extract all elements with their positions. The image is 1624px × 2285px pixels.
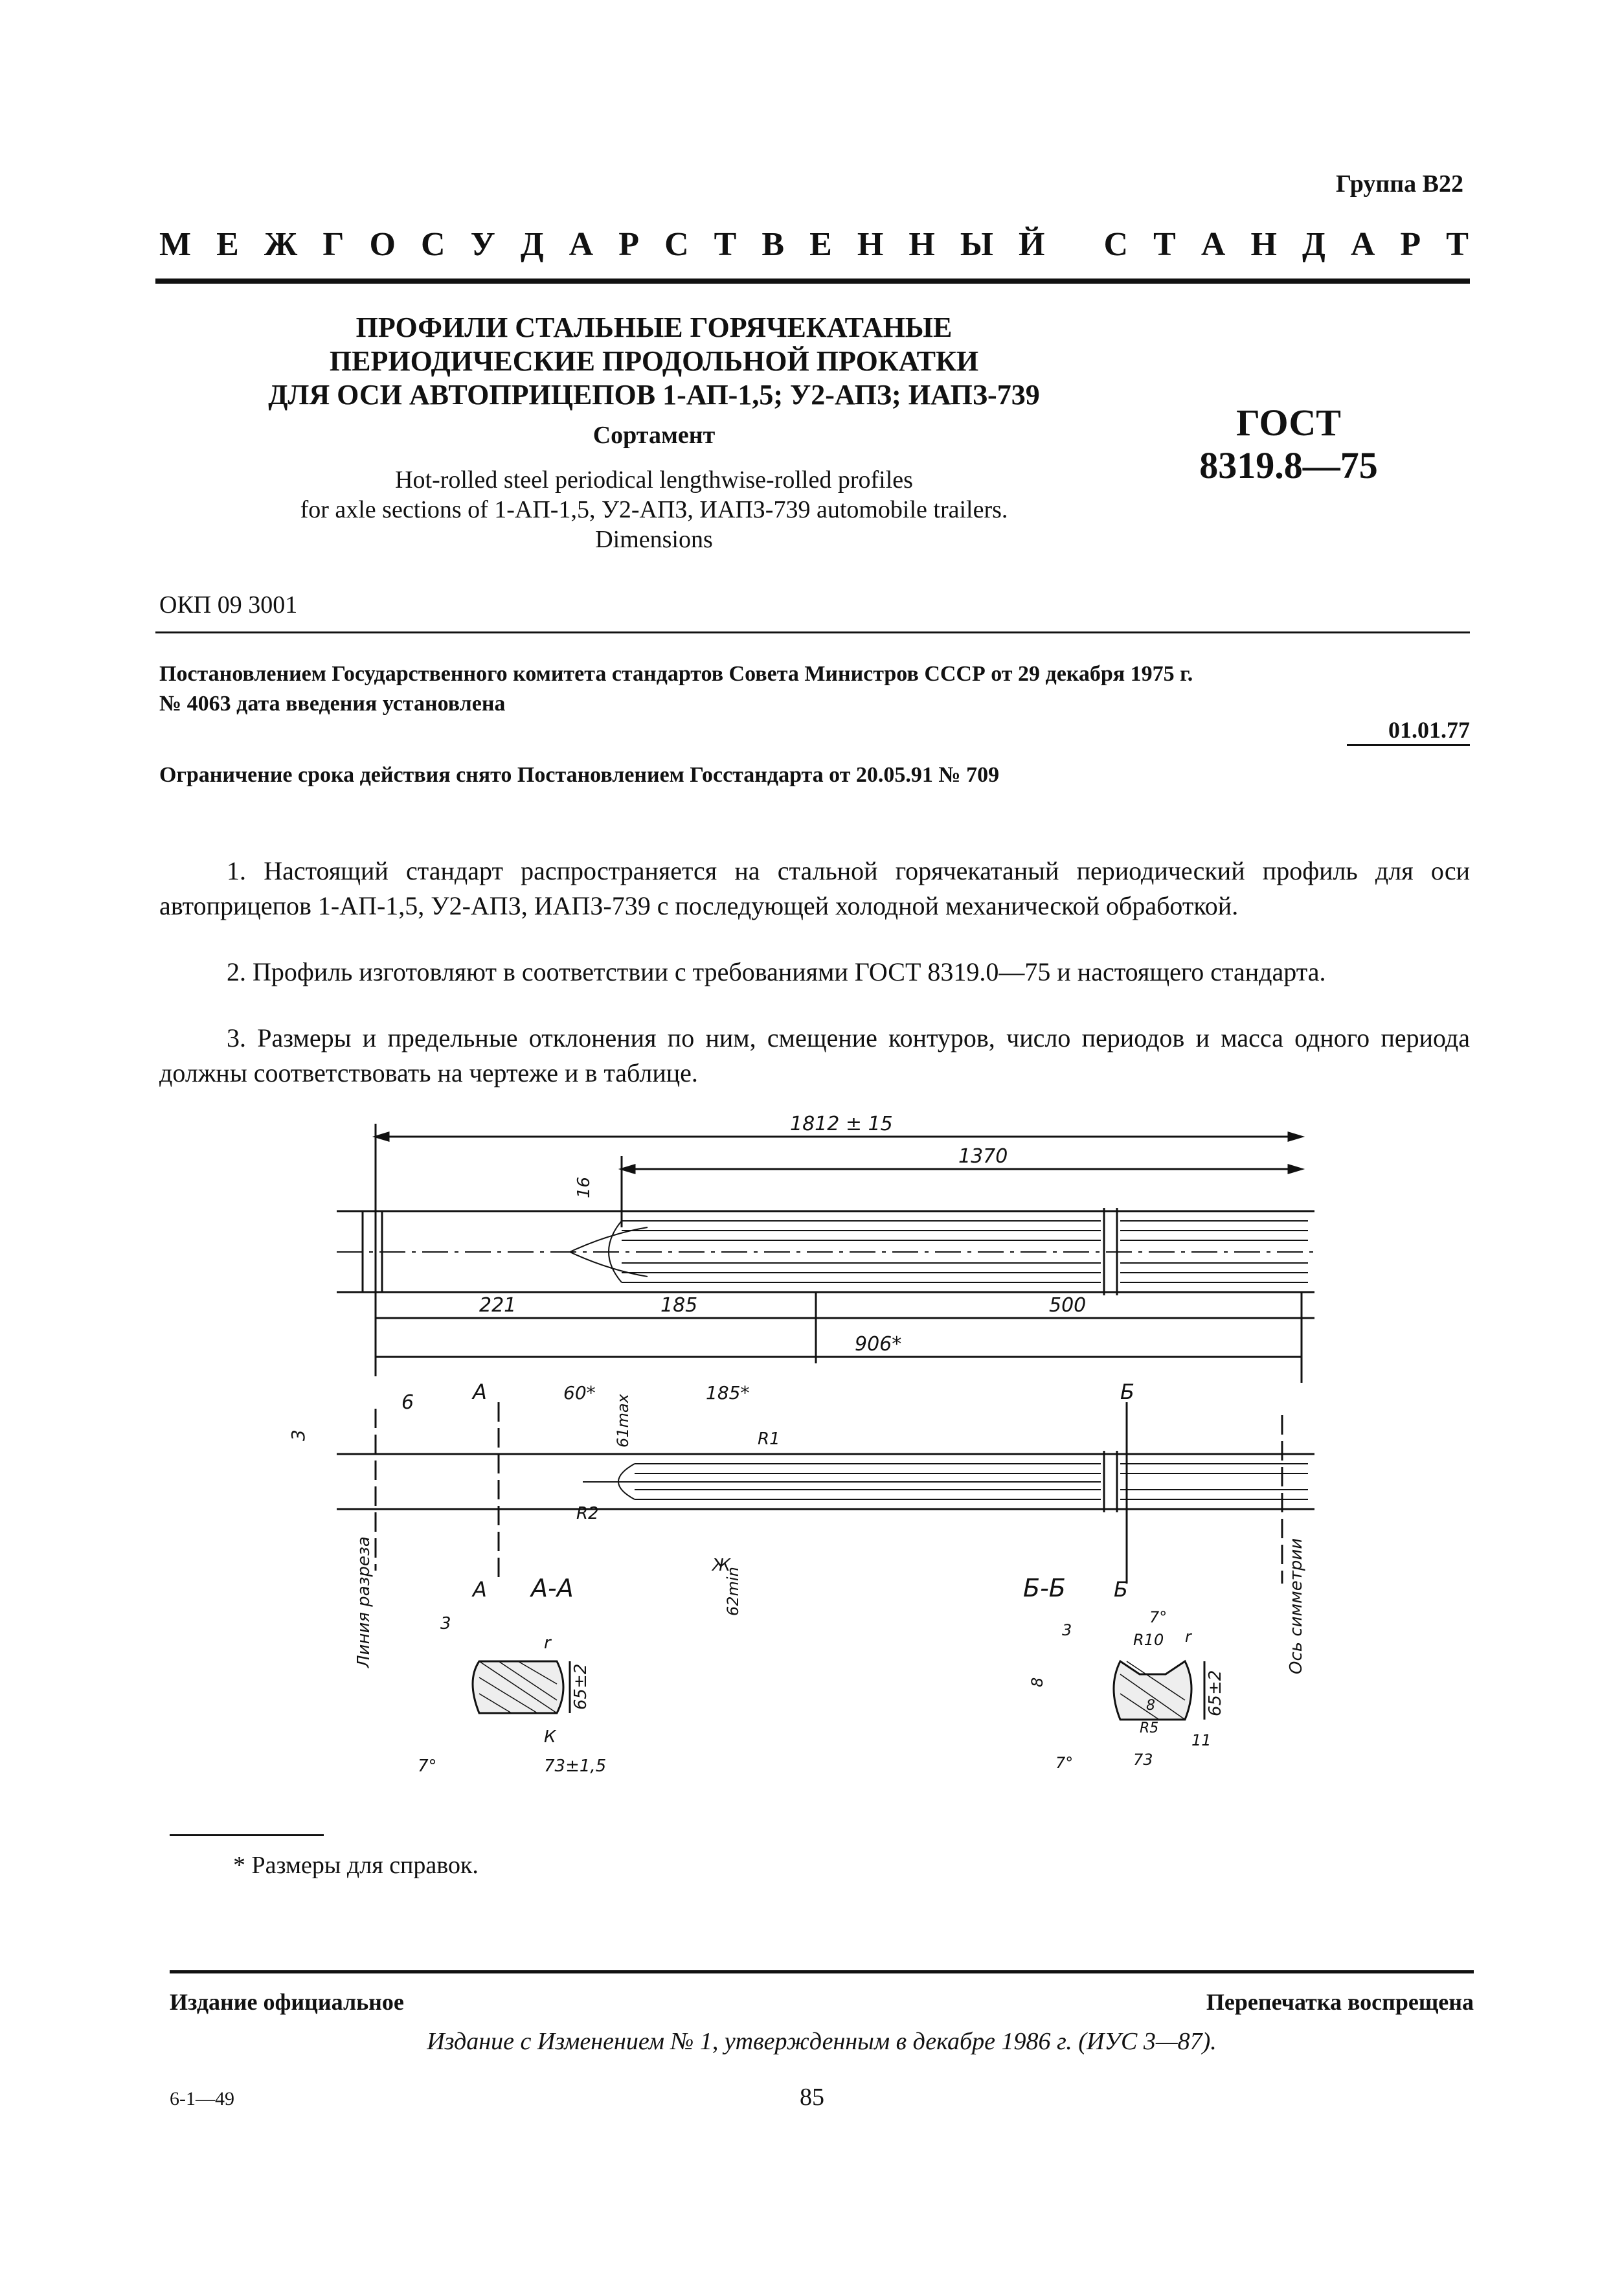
dim-8-inner: 8	[1146, 1698, 1155, 1714]
interstate-standard-heading	[159, 225, 1469, 264]
dim-7deg-aa: 7°	[418, 1756, 437, 1776]
interstate-letter: Е	[809, 226, 832, 263]
title-line-1: ПРОФИЛИ СТАЛЬНЫЕ ГОРЯЧЕКАТАНЫЕ	[355, 312, 953, 343]
label-b-top: Б	[1120, 1380, 1134, 1404]
axis-label: Ось симметрии	[1287, 1538, 1306, 1674]
interstate-letter: А	[1350, 226, 1375, 263]
dim-185: 185	[660, 1294, 698, 1317]
interstate-letter: А	[569, 226, 594, 263]
english-title-line-3: Dimensions	[595, 526, 713, 553]
dim-6: 6	[401, 1391, 414, 1414]
label-a-top: А	[473, 1380, 487, 1404]
interstate-letter: Г	[322, 226, 344, 263]
gost-label: ГОСТ	[1236, 402, 1341, 444]
decree-text	[159, 659, 1474, 719]
interstate-letter: Д	[1302, 226, 1325, 263]
label-r1: R1	[758, 1429, 780, 1449]
interstate-letter: Н	[908, 226, 935, 263]
dim-r10: R10	[1133, 1631, 1164, 1649]
dim-62min: 62min	[724, 1567, 742, 1616]
interstate-letter: Р	[618, 226, 640, 263]
english-title-line-1: Hot-rolled steel periodical lengthwise-rolled profiles	[395, 466, 913, 494]
title-line-2: ПЕРИОДИЧЕСКИЕ ПРОДОЛЬНОЙ ПРОКАТКИ	[329, 345, 979, 377]
dim-1812: 1812 ± 15	[790, 1113, 893, 1135]
edition-note: Издание с Изменением № 1, утвержденным в декабре 1986 г. (ИУС 3—87).	[427, 2028, 1217, 2055]
group-code: Группа В22	[1335, 170, 1463, 198]
title-line-3: ДЛЯ ОСИ АВТОПРИЦЕПОВ 1-АП-1,5; У2-АПЗ; ИАПЗ-739	[268, 379, 1040, 411]
interstate-letter: С	[664, 226, 689, 263]
okp-rule	[155, 631, 1470, 633]
profile-drawing	[285, 1104, 1347, 1791]
cut-line-label: Линия разреза	[354, 1536, 374, 1668]
paragraph-3: 3. Размеры и предельные отклонения по ним, смещение контуров, число периодов и масса одного периода должны соответствовать на чертеже и в таблице.	[159, 1023, 1470, 1087]
dim-7deg-bb: 7°	[1055, 1754, 1074, 1772]
interstate-letter: С	[1103, 226, 1129, 263]
okp-code: ОКП 09 3001	[159, 591, 298, 619]
official-edition: Издание официальное	[170, 1989, 404, 2015]
interstate-letter: А	[1201, 226, 1226, 263]
decree-line-2: № 4063 дата введения установлена	[159, 692, 506, 716]
reprint-prohibited: Перепечатка воспрещена	[1206, 1989, 1474, 2015]
interstate-letter: Т	[1446, 226, 1469, 263]
dim-r5: R5	[1140, 1720, 1159, 1736]
dim-k: К	[544, 1727, 556, 1747]
dim-11: 11	[1191, 1731, 1212, 1749]
dim-r-bb: r	[1185, 1628, 1191, 1646]
interstate-letter: Т	[714, 226, 737, 263]
dim-1370: 1370	[958, 1145, 1008, 1168]
paragraph-2: 2. Профиль изготовляют в соответствии с требованиями ГОСТ 8319.0—75 и настоящего стандарта.	[227, 957, 1326, 986]
label-a-bottom: А	[473, 1577, 487, 1602]
interstate-letter: Д	[520, 226, 544, 263]
dim-500: 500	[1049, 1294, 1087, 1317]
section-bb-label: Б-Б	[1023, 1574, 1066, 1602]
subtitle-sortament: Сортамент	[592, 422, 716, 449]
interstate-letter: Ж	[264, 226, 298, 263]
dim-8-left: 8	[1028, 1677, 1046, 1687]
footnote: * Размеры для справок.	[233, 1852, 479, 1879]
interstate-letter	[1070, 225, 1078, 264]
dim-r-aa: r	[544, 1633, 551, 1653]
interstate-letter: Т	[1153, 226, 1176, 263]
section-aa-label: А-А	[531, 1574, 574, 1602]
dim-185-ref: 185*	[706, 1382, 750, 1404]
english-title	[168, 465, 1140, 554]
interstate-letter: Н	[1250, 226, 1277, 263]
interstate-letter: В	[761, 226, 785, 263]
interstate-letter: О	[369, 226, 396, 263]
gost-code: 8319.8—75	[1199, 444, 1378, 486]
interstate-letter: С	[420, 226, 445, 263]
interstate-letter: У	[470, 226, 495, 263]
interstate-letter: Н	[857, 226, 884, 263]
dim-3-aa: 3	[440, 1614, 451, 1633]
dim-7deg-top-bb: 7°	[1149, 1608, 1167, 1626]
page-number: 85	[800, 2084, 824, 2111]
interstate-letter: Ы	[960, 226, 993, 263]
interstate-letter: М	[159, 226, 192, 263]
gost-number	[1166, 402, 1412, 487]
dim-60: 60*	[563, 1382, 596, 1404]
label-zh: Ж	[712, 1556, 731, 1575]
footer-rule	[170, 1970, 1474, 1973]
label-r2: R2	[576, 1504, 599, 1523]
print-code: 6-1—49	[170, 2088, 234, 2109]
dim-3-bb: 3	[1062, 1621, 1072, 1639]
dim-221: 221	[479, 1294, 517, 1317]
introduction-date: 01.01.77	[1347, 716, 1470, 746]
paragraph-1: 1. Настоящий стандарт распространяется на стальной горячекатаный периодический профиль для оси автоприцепов 1-АП-1,5, У2-АПЗ, ИАПЗ-739 с последующей холодной механической обработкой.	[159, 856, 1470, 920]
dim-73-aa: 73±1,5	[544, 1756, 607, 1776]
document-title	[168, 311, 1140, 412]
dim-16: 16	[574, 1176, 594, 1198]
dim-65-bb: 65±2	[1206, 1670, 1225, 1716]
english-title-line-2: for axle sections of 1-АП-1,5, У2-АПЗ, ИАПЗ-739 automobile trailers.	[300, 496, 1008, 523]
header-rule	[155, 279, 1470, 284]
validity-limit-note: Ограничение срока действия снято Постановлением Госстандарта от 20.05.91 № 709	[159, 763, 1000, 787]
dim-3-left: 3	[288, 1429, 309, 1441]
interstate-letter: Е	[216, 226, 239, 263]
interstate-letter: Р	[1400, 226, 1421, 263]
dim-61max: 61max	[614, 1394, 632, 1448]
label-b-bottom: Б	[1114, 1577, 1128, 1602]
dim-65-aa: 65±2	[571, 1663, 591, 1710]
footnote-rule	[170, 1834, 324, 1836]
interstate-letter: Й	[1018, 226, 1045, 263]
decree-line-1: Постановлением Государственного комитета стандартов Совета Министров СССР от 29 декабря 1975 г.	[159, 662, 1193, 686]
dim-73-bb: 73	[1133, 1751, 1153, 1769]
dim-906: 906*	[855, 1333, 902, 1356]
